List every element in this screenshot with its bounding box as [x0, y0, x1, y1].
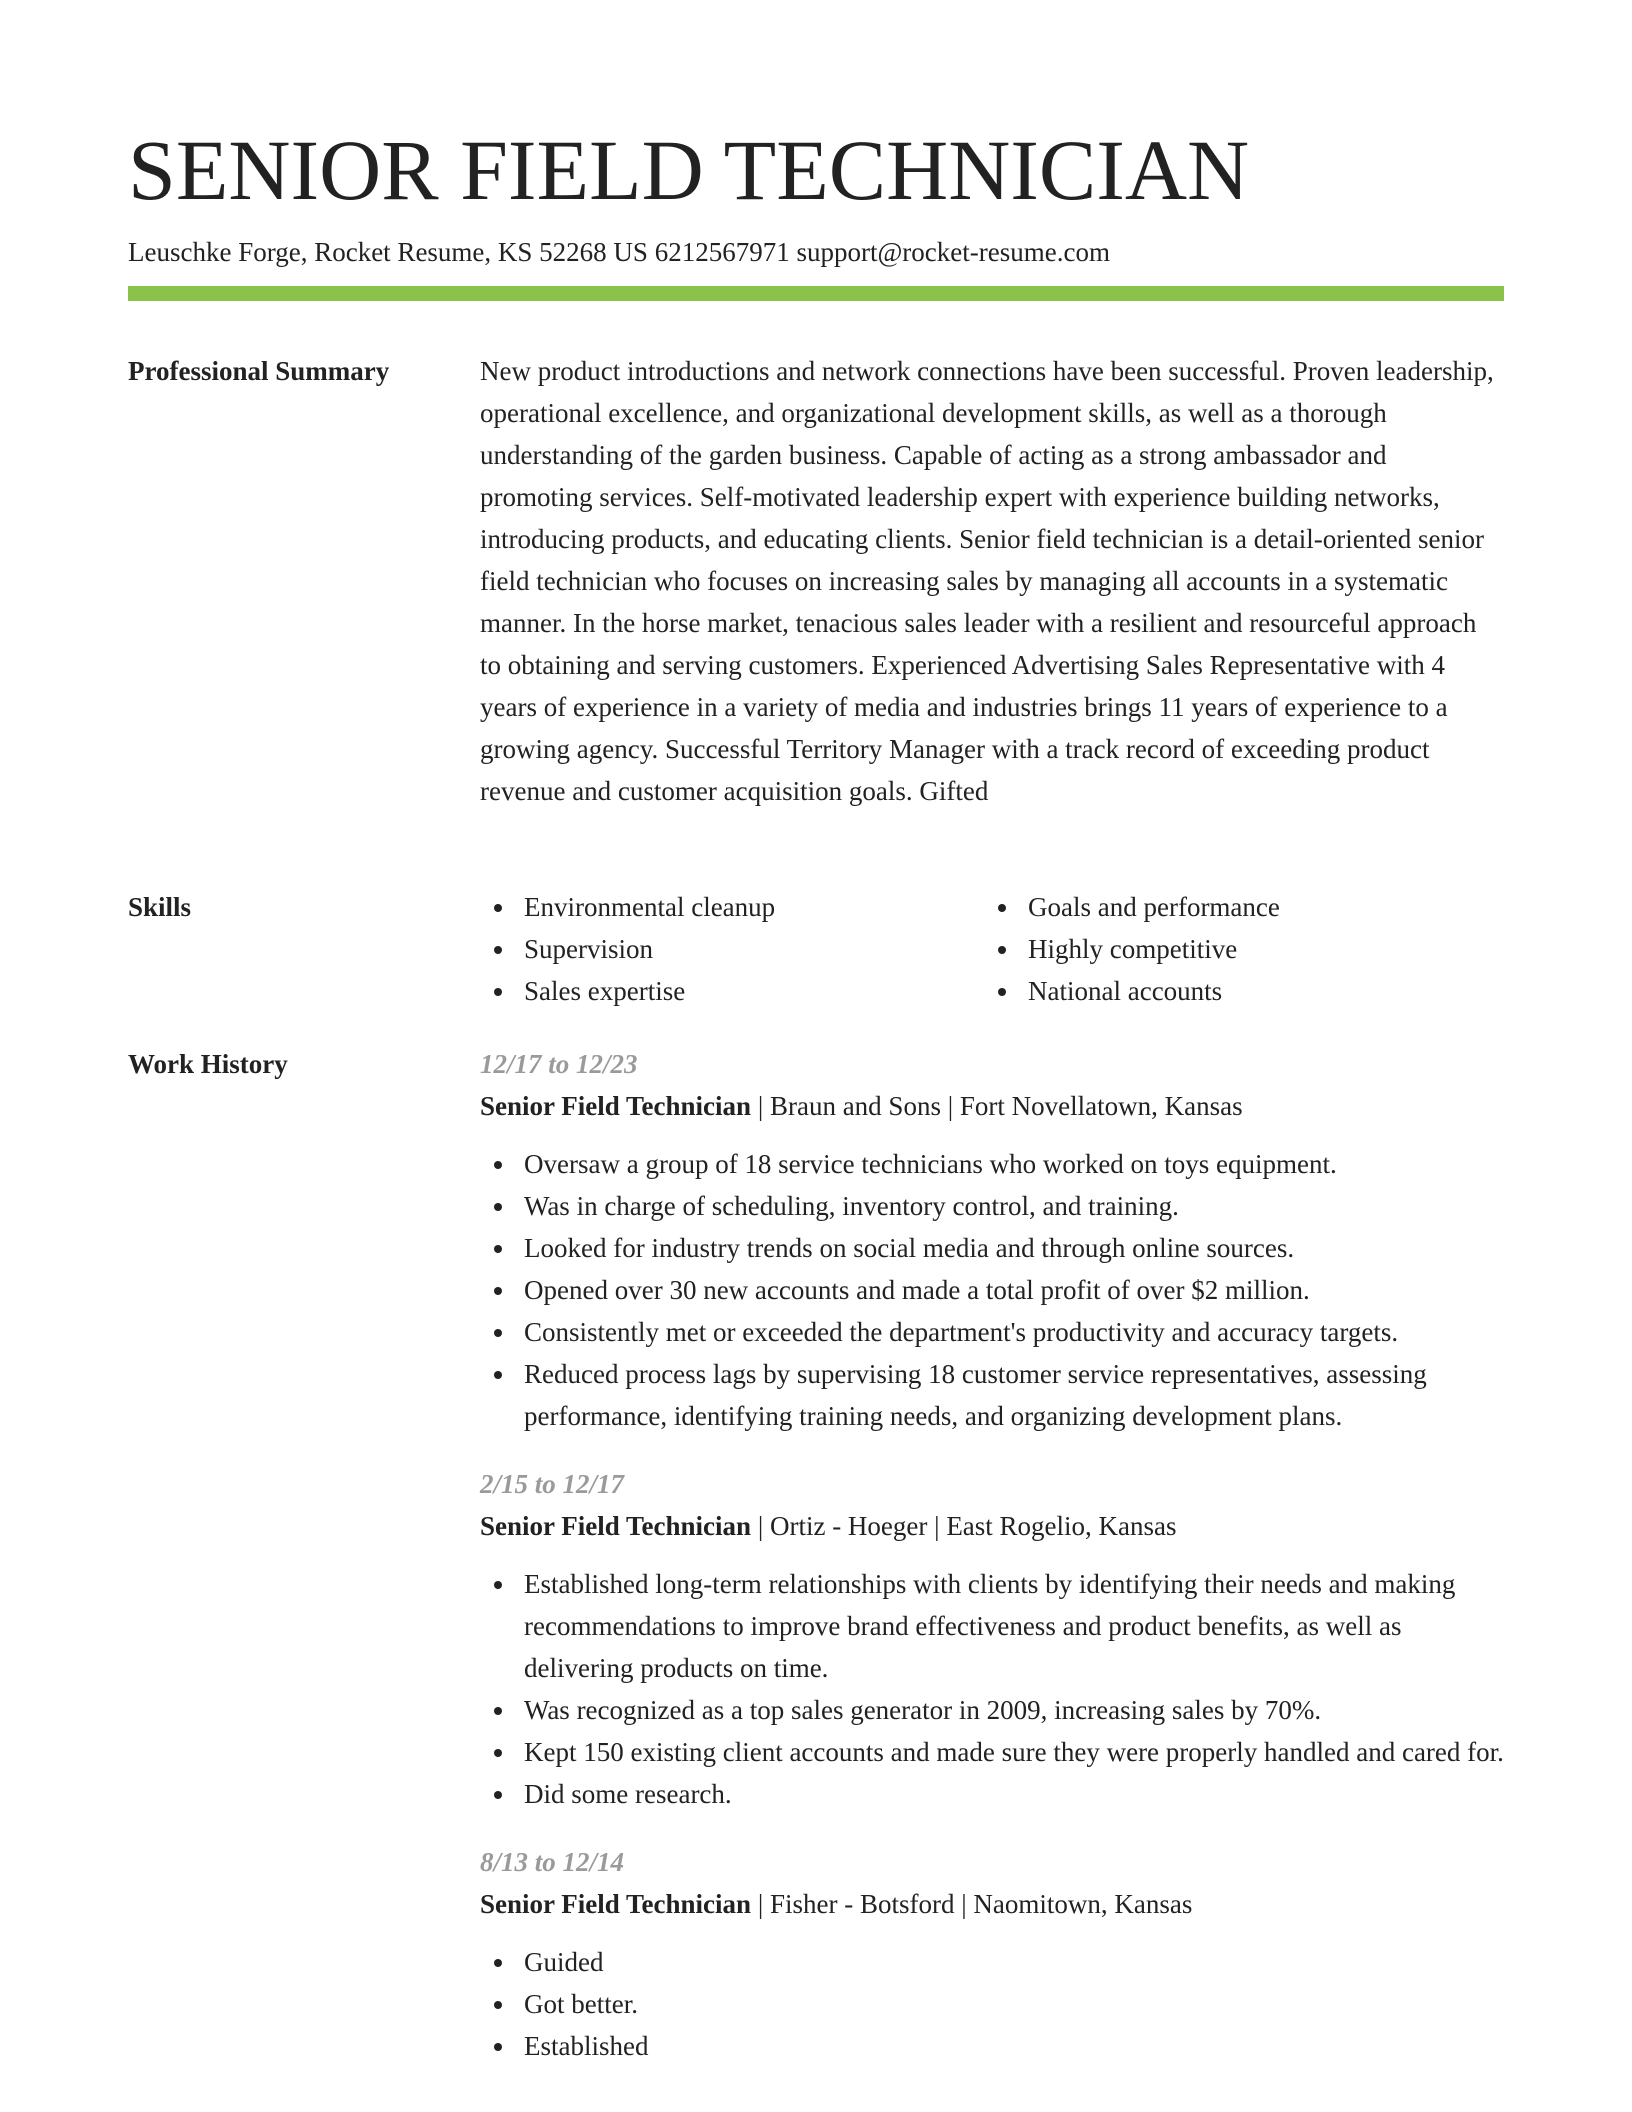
job-title: Senior Field Technician: [480, 1091, 752, 1121]
job-title: Senior Field Technician: [480, 1511, 752, 1541]
contact-line: Leuschke Forge, Rocket Resume, KS 52268 US 6212567971 support@rocket-resume.com: [128, 237, 1110, 267]
job-entry: [480, 1463, 1504, 1815]
job-heading: [480, 1085, 1504, 1127]
job-bullet: Was recognized as a top sales generator in 2009, increasing sales by 70%.: [480, 1689, 1504, 1731]
job-entry: [480, 1841, 1504, 2067]
skills-body: [480, 886, 1504, 1012]
job-location: Naomitown, Kansas: [973, 1889, 1193, 1919]
job-date: 12/17 to 12/23: [480, 1049, 638, 1079]
accent-divider: [128, 286, 1504, 301]
job-company: Braun and Sons: [769, 1091, 941, 1121]
job-separator: |: [954, 1889, 974, 1919]
skill-item: Supervision: [480, 928, 984, 970]
skills-label: Skills: [128, 892, 192, 922]
job-bullet: Reduced process lags by supervising 18 customer service representatives, assessing performance, identifying training needs, and organizing development plans.: [480, 1353, 1504, 1437]
summary-body: [480, 350, 1504, 812]
job-company: Ortiz - Hoeger: [769, 1511, 928, 1541]
job-date: 2/15 to 12/17: [480, 1469, 625, 1499]
job-separator: |: [751, 1889, 770, 1919]
skill-item: Goals and performance: [984, 886, 1488, 928]
candidate-title: SENIOR FIELD TECHNICIAN: [128, 122, 1250, 218]
skills-columns: [480, 886, 1504, 1012]
job-bullet: Looked for industry trends on social media and through online sources.: [480, 1227, 1504, 1269]
job-bullet: Opened over 30 new accounts and made a total profit of over $2 million.: [480, 1269, 1504, 1311]
job-heading: [480, 1883, 1504, 1925]
job-separator: |: [927, 1511, 947, 1541]
job-location: East Rogelio, Kansas: [946, 1511, 1177, 1541]
job-bullets: [480, 1941, 1504, 2067]
job-bullets: [480, 1563, 1504, 1815]
summary-text: New product introductions and network connections have been successful. Proven leadership, operational excellence, and organizational development skills, as well as a thorough understanding of the garden business. Capable of acting as a strong ambassador and promoting services. Self-motivated leadership expert with experience building networks, introducing products, and educating clients. Senior field technician is a detail-oriented senior field technician who focuses on increasing sales by managing all accounts in a systematic manner. In the horse market, tenacious sales leader with a resilient and resourceful approach to obtaining and serving customers. Experienced Advertising Sales Representative with 4 years of experience in a variety of media and industries brings 11 years of experience to a growing agency. Successful Territory Manager with a track record of exceeding product revenue and customer acquisition goals. Gifted: [480, 356, 1494, 806]
job-date: 8/13 to 12/14: [480, 1847, 625, 1877]
job-location: Fort Novellatown, Kansas: [959, 1091, 1243, 1121]
skills-column-right: [984, 886, 1488, 1012]
work-history-label: Work History: [128, 1049, 288, 1079]
job-bullet: Consistently met or exceeded the department's productivity and accuracy targets.: [480, 1311, 1504, 1353]
job-bullet: Was in charge of scheduling, inventory control, and training.: [480, 1185, 1504, 1227]
summary-label: Professional Summary: [128, 356, 390, 386]
job-bullet: Did some research.: [480, 1773, 1504, 1815]
skill-item: Highly competitive: [984, 928, 1488, 970]
job-separator: |: [940, 1091, 960, 1121]
work-history-body: [480, 1043, 1504, 2093]
job-company: Fisher - Botsford: [769, 1889, 955, 1919]
job-bullet: Got better.: [480, 1983, 1504, 2025]
job-bullet: Oversaw a group of 18 service technicians who worked on toys equipment.: [480, 1143, 1504, 1185]
skills-column-left: [480, 886, 984, 1012]
skill-item: Sales expertise: [480, 970, 984, 1012]
job-entry: [480, 1043, 1504, 1437]
skill-item: Environmental cleanup: [480, 886, 984, 928]
job-bullet: Guided: [480, 1941, 1504, 1983]
job-separator: |: [751, 1511, 770, 1541]
job-separator: |: [751, 1091, 770, 1121]
skill-item: National accounts: [984, 970, 1488, 1012]
job-title: Senior Field Technician: [480, 1889, 752, 1919]
job-bullet: Established: [480, 2025, 1504, 2067]
job-bullets: [480, 1143, 1504, 1437]
job-bullet: Established long-term relationships with clients by identifying their needs and making recommendations to improve brand effectiveness and product benefits, as well as delivering products on time.: [480, 1563, 1504, 1689]
resume-header: [128, 118, 1504, 270]
job-bullet: Kept 150 existing client accounts and made sure they were properly handled and cared for.: [480, 1731, 1504, 1773]
job-heading: [480, 1505, 1504, 1547]
